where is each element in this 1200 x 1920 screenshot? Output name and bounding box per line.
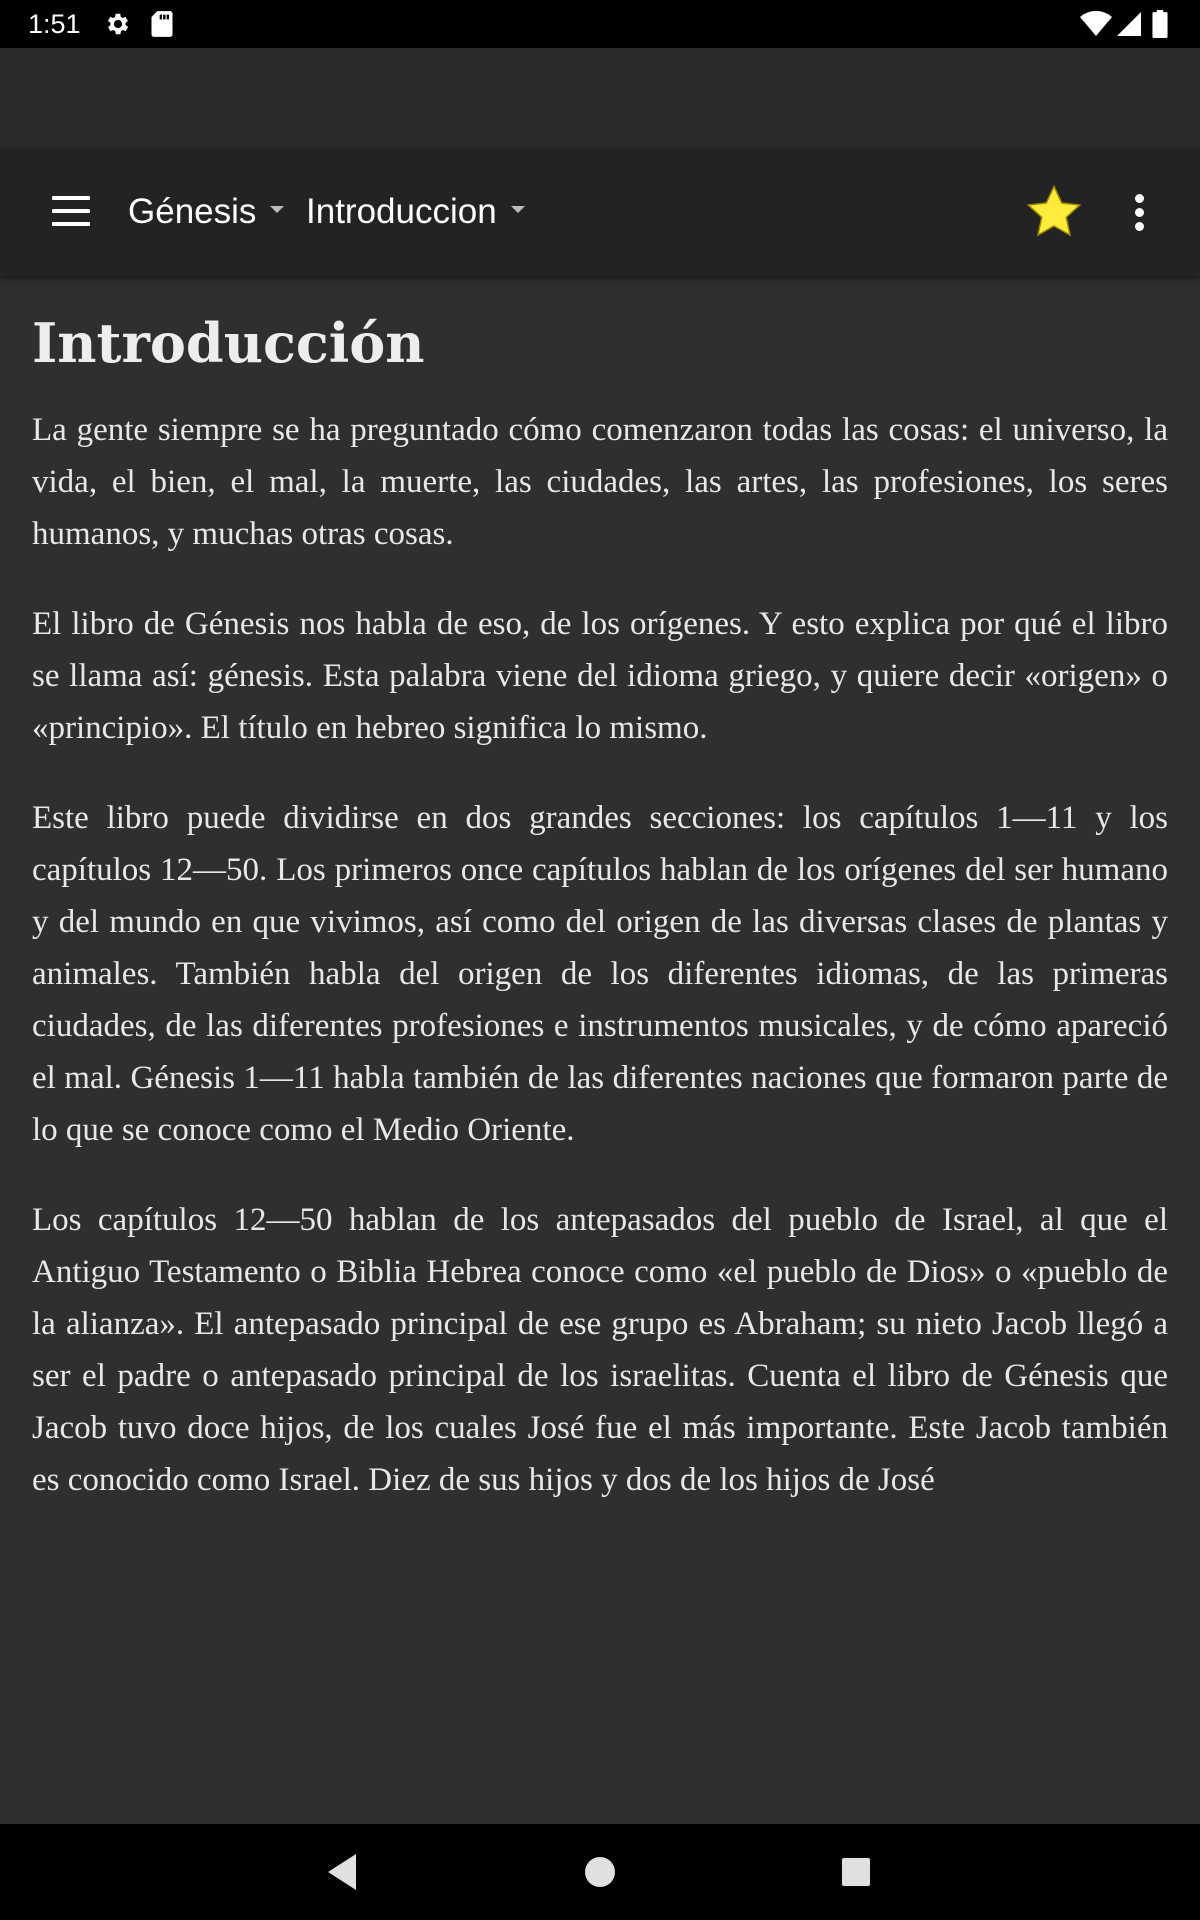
navigation-bar (0, 1824, 1200, 1920)
paragraph: Los capítulos 12—50 hablan de los antepasados del pueblo de Israel, al que el Antiguo Testamento o Biblia Hebrea conoce como «el pueblo de Dios» o «pueblo de la alianza». El antepasado principal de ese grupo es Abraham; su nieto Jacob llegó a ser el padre o antepasado principal de los israelitas. Cuenta el libro de Génesis que Jacob tuvo doce hijos, de los cuales José fue el más importante. Este Jacob también es conocido como Israel. Diez de sus hijos y dos de los hijos de José (32, 1202, 1168, 1498)
chevron-down-icon (511, 206, 525, 213)
paragraph: Este libro puede dividirse en dos grandes secciones: los capítulos 1—11 y los capítulos 12—50. Los primeros once capítulos hablan de los orígenes del ser humano y del mundo en que vivimos, así como del origen de las diversas clases de plantas y animales. También habla del origen de los diferentes idiomas, de las primeras ciudades, de las diferentes profesiones e instrumentos musicales, y de cómo apareció el mal. Génesis 1—11 habla también de las diferentes naciones que formaron parte de lo que se conoce como el Medio Oriente. (32, 800, 1168, 1148)
app-bar (0, 148, 1200, 276)
more-vert-icon[interactable] (1110, 182, 1170, 242)
recents-icon[interactable] (832, 1848, 880, 1896)
section-heading: Introducción (32, 311, 425, 375)
settings-icon (104, 10, 132, 38)
book-dropdown-label: Génesis (128, 192, 257, 231)
status-bar (0, 0, 1200, 48)
signal-icon (1116, 10, 1142, 38)
home-icon[interactable] (576, 1848, 624, 1896)
hamburger-menu-icon[interactable] (44, 184, 100, 240)
reader-content[interactable] (0, 276, 1200, 1824)
back-icon[interactable] (320, 1848, 368, 1896)
chevron-down-icon (270, 206, 284, 213)
paragraph: El libro de Génesis nos habla de eso, de los orígenes. Y esto explica por qué el libro se llama así: génesis. Esta palabra viene del idioma griego, y quiere decir «origen» o «principio». El título en hebreo significa lo mismo. (32, 606, 1168, 746)
star-icon[interactable] (1024, 182, 1084, 242)
wifi-icon (1080, 10, 1112, 38)
book-dropdown[interactable] (128, 180, 284, 244)
status-time: 1:51 (28, 9, 81, 39)
battery-icon (1152, 10, 1168, 38)
paragraph: La gente siempre se ha preguntado cómo comenzaron todas las cosas: el universo, la vida, el bien, el mal, la muerte, las ciudades, las artes, las profesiones, los seres humanos, y muchas otras cosas. (32, 412, 1168, 552)
chapter-dropdown[interactable] (306, 180, 525, 244)
top-spacer (0, 48, 1200, 148)
sd-card-icon (150, 10, 174, 38)
chapter-dropdown-label: Introduccion (306, 192, 497, 231)
reader-text (0, 310, 1200, 1506)
